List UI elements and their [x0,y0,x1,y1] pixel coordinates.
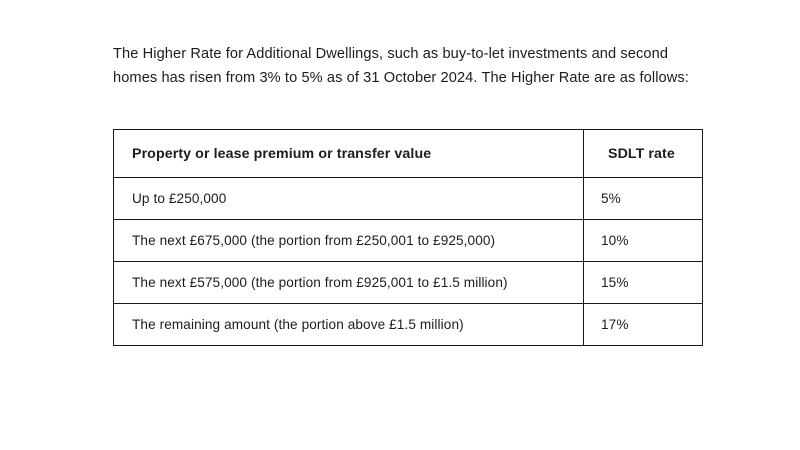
band-rate: 17% [584,304,703,346]
table-row [114,304,703,346]
column-header-sdlt-rate: SDLT rate [584,130,703,178]
column-header-property-value: Property or lease premium or transfer value [114,130,584,178]
table-header-row [114,130,703,178]
sdlt-rates-table [113,129,703,346]
table-row [114,262,703,304]
band-description: Up to £250,000 [114,178,584,220]
band-description: The next £575,000 (the portion from £925,001 to £1.5 million) [114,262,584,304]
table-row [114,220,703,262]
band-rate: 10% [584,220,703,262]
table-row [114,178,703,220]
band-rate: 15% [584,262,703,304]
intro-text [113,42,708,90]
band-description: The next £675,000 (the portion from £250,001 to £925,000) [114,220,584,262]
intro-paragraph: The Higher Rate for Additional Dwellings, such as buy-to-let investments and second homes has risen from 3% to 5% as of 31 October 2024. The Higher Rate are as follows: [113,46,689,86]
band-description: The remaining amount (the portion above £1.5 million) [114,304,584,346]
band-rate: 5% [584,178,703,220]
